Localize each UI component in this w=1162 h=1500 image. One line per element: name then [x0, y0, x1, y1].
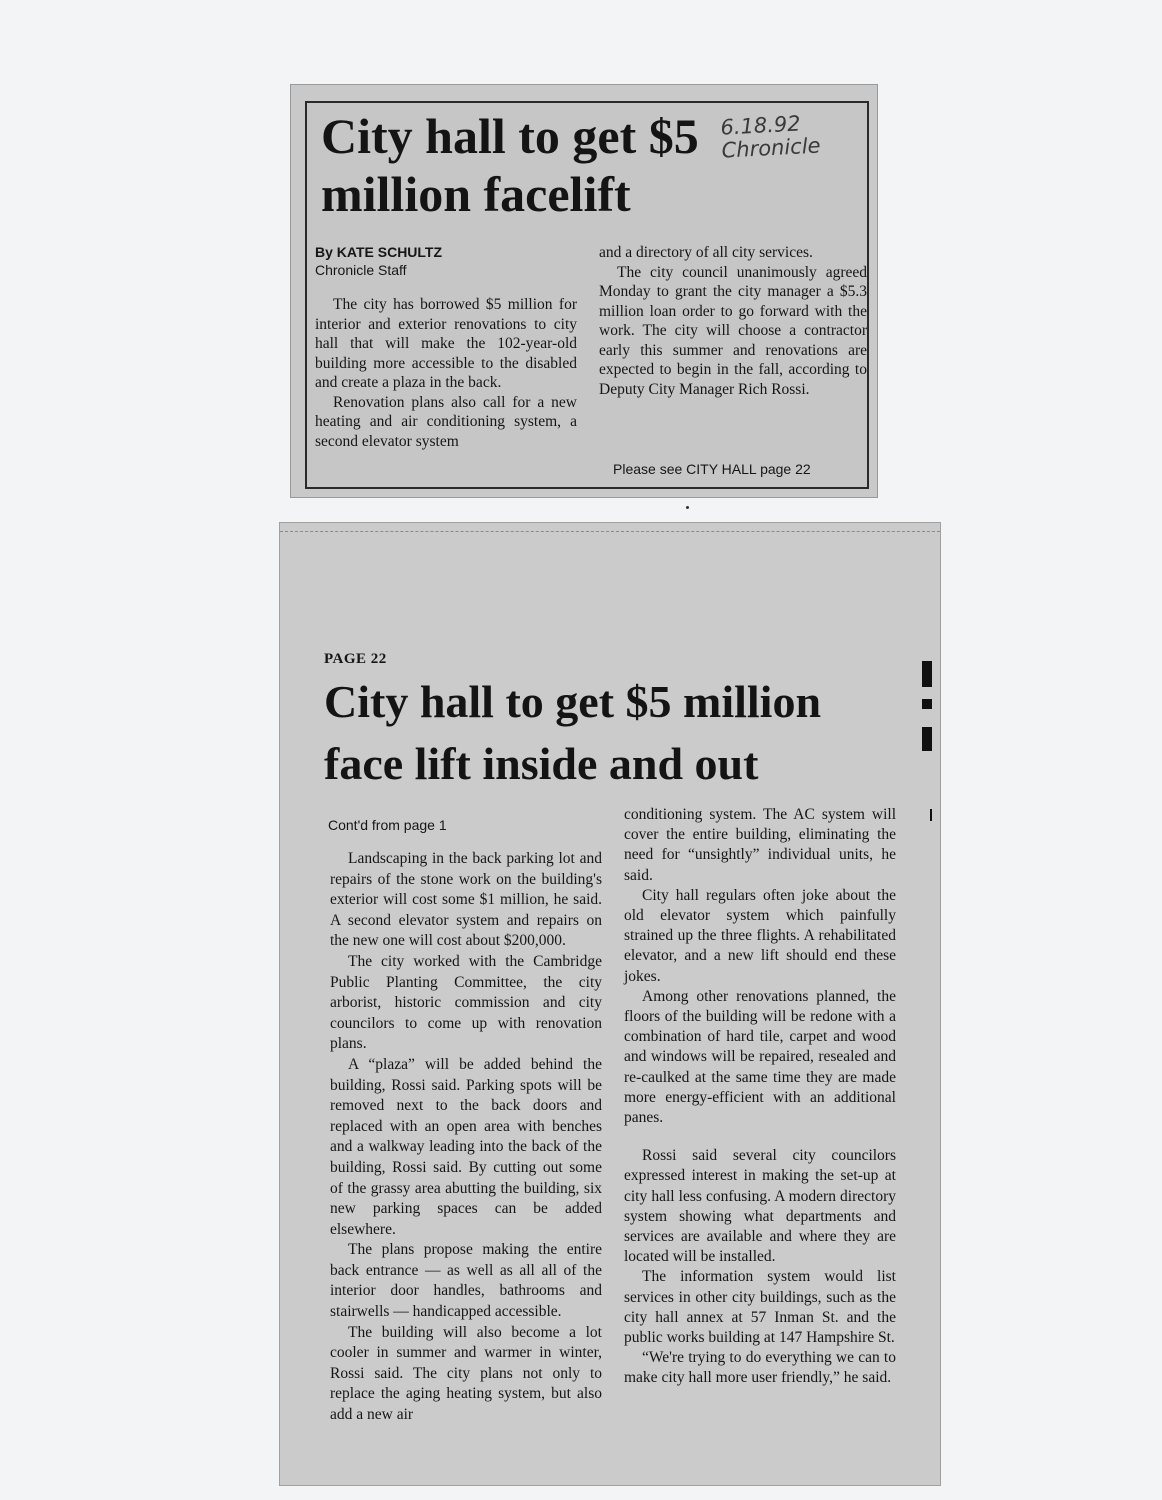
clipping-top [290, 84, 878, 498]
handwritten-annotation [720, 109, 862, 162]
bottom-column-1 [330, 849, 602, 1426]
paragraph: conditioning system. The AC system will cover the entire building, eliminating the need for “unsightly” individual units, he said. [624, 806, 896, 884]
staff-line: Chronicle Staff [315, 262, 407, 278]
continued-note: Please see CITY HALL page 22 [613, 461, 811, 477]
annotation-source: Chronicle [721, 133, 822, 163]
adjacent-article-edge [922, 661, 932, 687]
paragraph: and a directory of all city services. [599, 244, 813, 261]
scan-speck [686, 506, 689, 509]
paragraph: “We're trying to do everything we can to make city hall more user friendly,” he said. [624, 1349, 896, 1387]
top-column-1 [315, 295, 577, 451]
headline-top: City hall to get $5 million facelift [321, 108, 699, 222]
top-column-2 [599, 243, 867, 399]
paragraph: The city has borrowed $5 million for interior and exterior renovations to city hall that will make the 102-year-old building more accessible to the disabled and create a plaza in the back. [315, 296, 577, 391]
paragraph: The information system would list services in other city buildings, such as the city hall annex at 57 Inman St. and the public works building at 147 Hampshire St. [624, 1268, 896, 1347]
adjacent-article-edge [930, 809, 932, 821]
torn-edge [280, 523, 940, 532]
paragraph: Among other renovations planned, the floors of the building will be redone with a combination of hard tile, carpet and wood and windows will be repaired, resealed and re-caulked at the same time they are made more energy-efficient with an additional panes. [624, 987, 896, 1127]
adjacent-article-edge [922, 699, 932, 709]
annotation-date: 6.18.92 [719, 111, 802, 140]
headline-bottom: City hall to get $5 million face lift inside and out [324, 676, 822, 789]
paragraph: City hall regulars often joke about the old elevator system which painfully strained up the three flights. A rehabilitated elevator, and a new lift should end these jokes. [624, 886, 896, 985]
adjacent-article-edge [922, 727, 932, 751]
bottom-column-2 [624, 805, 896, 1389]
paragraph: A “plaza” will be added behind the building, Rossi said. Parking spots will be removed next to the back doors and replaced with an open area with benches and a walkway leading into the back of the building, Rossi said. By cutting out some of the grassy area abutting the building, six new parking spaces can be added elsewhere. [330, 1055, 602, 1238]
column-gap [624, 1128, 896, 1146]
byline: By KATE SCHULTZ [315, 244, 443, 260]
page-label: PAGE 22 [324, 651, 387, 667]
byline-block [315, 243, 442, 279]
paragraph: The building will also become a lot cooler in summer and warmer in winter, Rossi said. The city plans not only to replace the aging heating system, but also add a new air [330, 1323, 602, 1424]
paragraph: Renovation plans also call for a new heating and air conditioning system, a second elevator system [315, 393, 577, 450]
paragraph: Rossi said several city councilors expressed interest in making the set-up at city hall less confusing. A modern directory system showing what departments and services are available and where they are located will be installed. [624, 1147, 896, 1266]
clipping-top-frame [305, 101, 869, 489]
paragraph: The city worked with the Cambridge Public Planting Committee, the city arborist, historic commission and city councilors to come up with renovation plans. [330, 952, 602, 1053]
clipping-bottom [279, 522, 941, 1486]
paragraph: The city council unanimously agreed Monday to grant the city manager a $5.3 million loan order to go forward with the work. The city will choose a contractor early this summer and renovations are expected to begin in the fall, according to Deputy City Manager Rich Rossi. [599, 263, 867, 398]
continued-from: Cont'd from page 1 [328, 817, 447, 833]
paragraph: The plans propose making the entire back entrance — as well as all all of the interior door handles, bathrooms and stairwells — handicapped accessible. [330, 1241, 602, 1321]
paragraph: Landscaping in the back parking lot and repairs of the stone work on the building's exterior will cost some $1 million, he said. A second elevator system and repairs on the new one will cost about $200,000. [330, 850, 602, 950]
